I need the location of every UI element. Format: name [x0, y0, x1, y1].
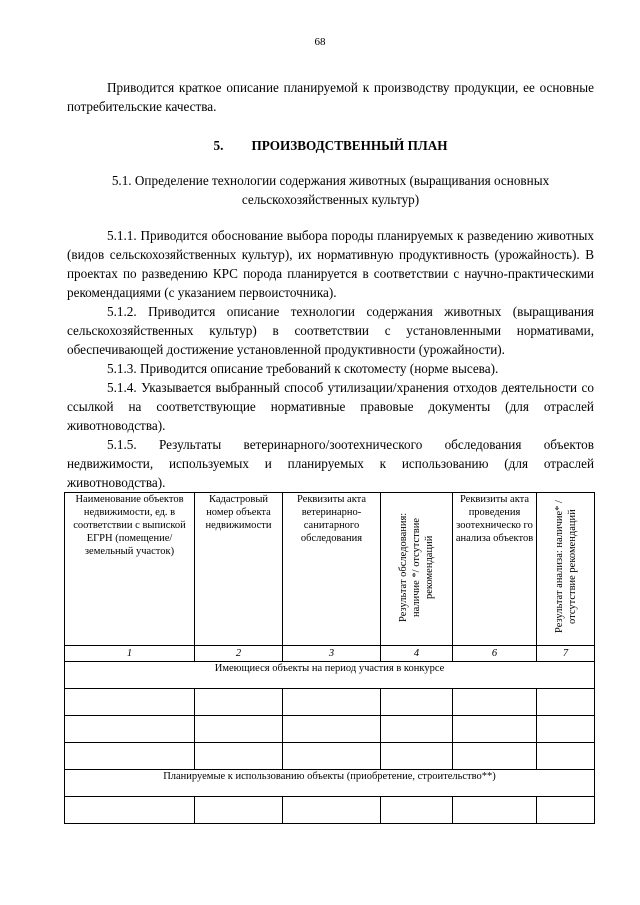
- paragraph-5-1-1: 5.1.1. Приводится обоснование выбора породы планируемых к разведению животных (видов сельскохозяйственных культур), их нормативную продуктивность (урожайность). В проектах по разведению КРС порода планируется в соответствии с научно-практическими рекомендациями (с указанием первоисточника).: [67, 228, 594, 300]
- header-object-name: Наименование объектов недвижимости, ед. в соответствии с выпиской ЕГРН (помещение/земельный участок): [65, 493, 195, 646]
- table-cell[interactable]: [65, 743, 195, 770]
- section-number: 5.: [213, 138, 224, 153]
- table-cell[interactable]: [195, 689, 283, 716]
- table-cell[interactable]: [381, 797, 453, 824]
- column-number: 1: [65, 646, 195, 662]
- column-number: 6: [453, 646, 537, 662]
- document-body: [67, 78, 594, 492]
- header-vet-act-details: Реквизиты акта ветеринарно-санитарного обследования: [283, 493, 381, 646]
- table-cell[interactable]: [381, 716, 453, 743]
- table-cell[interactable]: [537, 743, 595, 770]
- paragraph-5-1-3: 5.1.3. Приводится описание требований к скотоместу (норме высева).: [107, 361, 499, 376]
- group-row-planned: [65, 770, 595, 797]
- table-cell[interactable]: [65, 689, 195, 716]
- column-number: 2: [195, 646, 283, 662]
- header-cadastral-number: Кадастровый номер объекта недвижимости: [195, 493, 283, 646]
- table-cell[interactable]: [65, 797, 195, 824]
- column-number-row: [65, 646, 595, 662]
- table-header-row: [65, 493, 595, 646]
- table-row: [65, 689, 595, 716]
- table-cell[interactable]: [381, 743, 453, 770]
- subsection-heading: 5.1. Определение технологии содержания животных (выращивания основных сельскохозяйственных культур): [111, 173, 550, 207]
- section-title: ПРОИЗВОДСТВЕННЫЙ ПЛАН: [251, 138, 448, 153]
- table-cell[interactable]: [453, 743, 537, 770]
- column-number: 3: [283, 646, 381, 662]
- table-cell[interactable]: [283, 743, 381, 770]
- page-number: 68: [314, 36, 326, 48]
- header-zootech-act-details: Реквизиты акта проведения зоотехническо го анализа объектов: [453, 493, 537, 646]
- table-cell[interactable]: [453, 689, 537, 716]
- table-cell[interactable]: [195, 716, 283, 743]
- table-cell[interactable]: [195, 797, 283, 824]
- table-cell[interactable]: [453, 716, 537, 743]
- table-cell[interactable]: [65, 716, 195, 743]
- table-cell[interactable]: [283, 716, 381, 743]
- paragraph-5-1-4: 5.1.4. Указывается выбранный способ утилизации/хранения отходов деятельности со ссылкой на соответствующие нормативные правовые документы (для отраслей животноводства).: [67, 380, 594, 433]
- table-cell[interactable]: [283, 689, 381, 716]
- table-cell[interactable]: [195, 743, 283, 770]
- header-analysis-result: [537, 493, 595, 646]
- paragraph-5-1-5: 5.1.5. Результаты ветеринарного/зоотехнического обследования объектов недвижимости, используемых и планируемых к использованию (для отраслей животноводства).: [67, 437, 594, 490]
- column-number: 4: [381, 646, 453, 662]
- table-row: [65, 797, 595, 824]
- group-row-existing: [65, 662, 595, 689]
- group-label-existing: Имеющиеся объекты на период участия в конкурсе: [65, 662, 595, 689]
- table-cell[interactable]: [537, 716, 595, 743]
- real-estate-objects-table: [64, 492, 595, 824]
- table-cell[interactable]: [537, 797, 595, 824]
- table-cell[interactable]: [381, 689, 453, 716]
- column-number: 7: [537, 646, 595, 662]
- header-inspection-result: [381, 493, 453, 646]
- header-inspection-result-text: Результат обследования: наличие */ отсутствие рекомендаций: [398, 512, 435, 622]
- intro-paragraph: Приводится краткое описание планируемой к производству продукции, ее основные потребительские качества.: [67, 80, 594, 114]
- table-row: [65, 743, 595, 770]
- header-analysis-result-text: Результат анализа: наличие* / отсутствие рекомендаций: [553, 500, 578, 634]
- table-cell[interactable]: [453, 797, 537, 824]
- table-row: [65, 716, 595, 743]
- paragraph-5-1-2: 5.1.2. Приводится описание технологии содержания животных (выращивания сельскохозяйственных культур) в соответствии с установленными нормативами, обеспечивающей достижение установленной продуктивности (урожайности).: [67, 304, 594, 357]
- table-cell[interactable]: [283, 797, 381, 824]
- group-label-planned: Планируемые к использованию объекты (приобретение, строительство**): [65, 770, 595, 797]
- table-cell[interactable]: [537, 689, 595, 716]
- section-heading: [67, 136, 594, 155]
